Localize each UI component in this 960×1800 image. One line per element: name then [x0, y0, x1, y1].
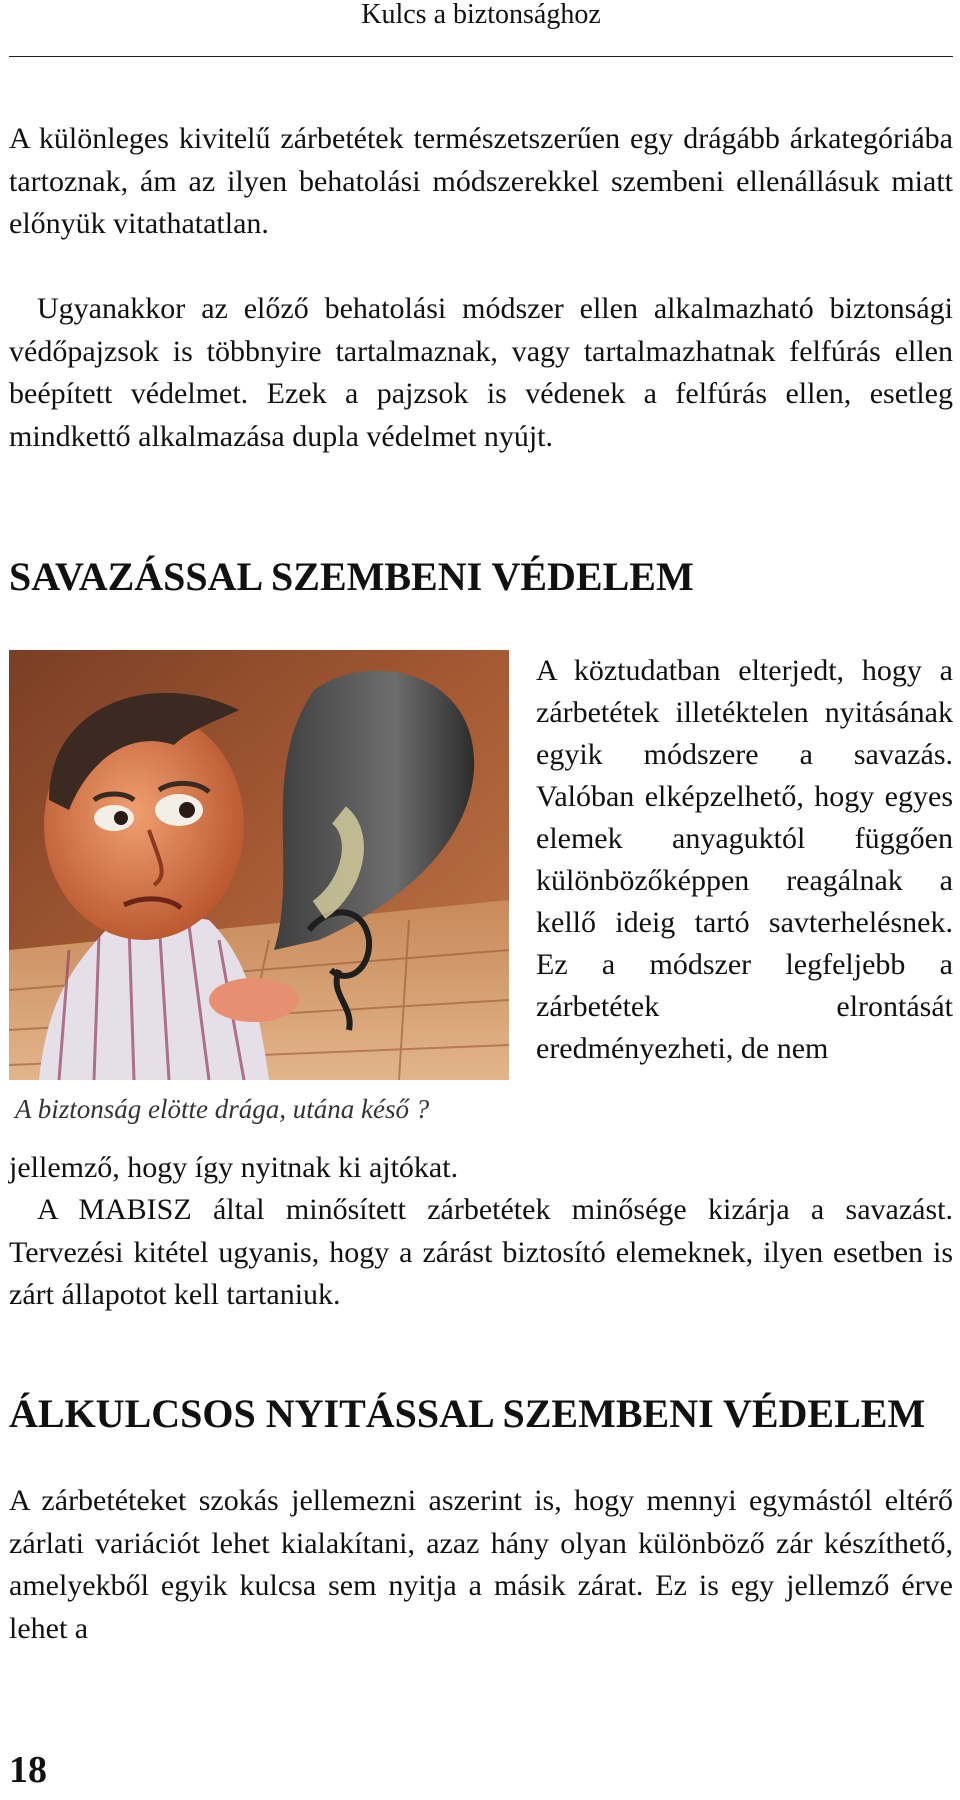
- acid-continuation-line: jellemző, hogy így nyitnak ki ajtókat.: [9, 1151, 459, 1184]
- illustration-man-with-giant-key: [9, 650, 509, 1145]
- section-heading-acid: SAVAZÁSSAL SZEMBENI VÉDELEM: [9, 554, 694, 599]
- key-paragraph-1: A zárbetéteket szokás jellemezni aszerint is, hogy mennyi egymástól eltérő zárlati variációt lehet kialakítani, azaz hány olyan különböző zár készíthető, amelyekből egyik kulcsa sem nyitja a másik zárat. Ez is egy jellemző érve lehet a: [9, 1484, 953, 1645]
- intro-paragraph-2: [9, 288, 953, 458]
- intro-paragraph-2-text: Ugyanakkor az előző behatolási módszer ellen alkalmazható biztonsági védőpajzsok is többnyire tartalmaznak, vagy tartalmazhatnak felfúrás ellen beépített védelmet. Ezek a pajzsok is védenek a felfúrás ellen, esetleg mindkettő alkalmazása dupla védelmet nyújt.: [9, 292, 953, 453]
- acid-wrap-paragraph: A köztudatban elterjedt, hogy a zárbetétek illetéktelen nyitásának egyik módszere a savazás. Valóban elképzelhető, hogy egyes elemek anyaguktól függően különbözőképpen reagálnak a kellő ideig tartó savterhelésnek. Ez a módszer legfeljebb a zárbetétek elrontását eredményezheti, de nem: [536, 654, 953, 1065]
- section-heading-key: ÁLKULCSOS NYITÁSSAL SZEMBENI VÉDELEM: [9, 1391, 926, 1436]
- acid-paragraph-2-text: A MABISZ által minősített zárbetétek minősége kizárja a savazást. Tervezési kitétel ugyanis, hogy a zárást biztosító elemeknek, ilyen esetben is zárt állapotot kell tartaniuk.: [9, 1193, 953, 1311]
- figure-caption: A biztonság elötte drága, utána késő ?: [15, 1094, 430, 1124]
- running-header: Kulcs a biztonsághoz: [361, 0, 601, 30]
- page-number: 18: [9, 1749, 47, 1791]
- header-rule: [9, 56, 953, 57]
- hand: [209, 978, 299, 1022]
- acid-paragraph-2: [9, 1189, 953, 1317]
- document-page: [9, 0, 953, 1800]
- intro-paragraph-1: A különleges kivitelű zárbetétek természetszerűen egy drágább árkategóriába tartoznak, ám az ilyen behatolási módszerekkel szembeni ellenállásuk miatt előnyük vitathatatlan.: [9, 122, 953, 240]
